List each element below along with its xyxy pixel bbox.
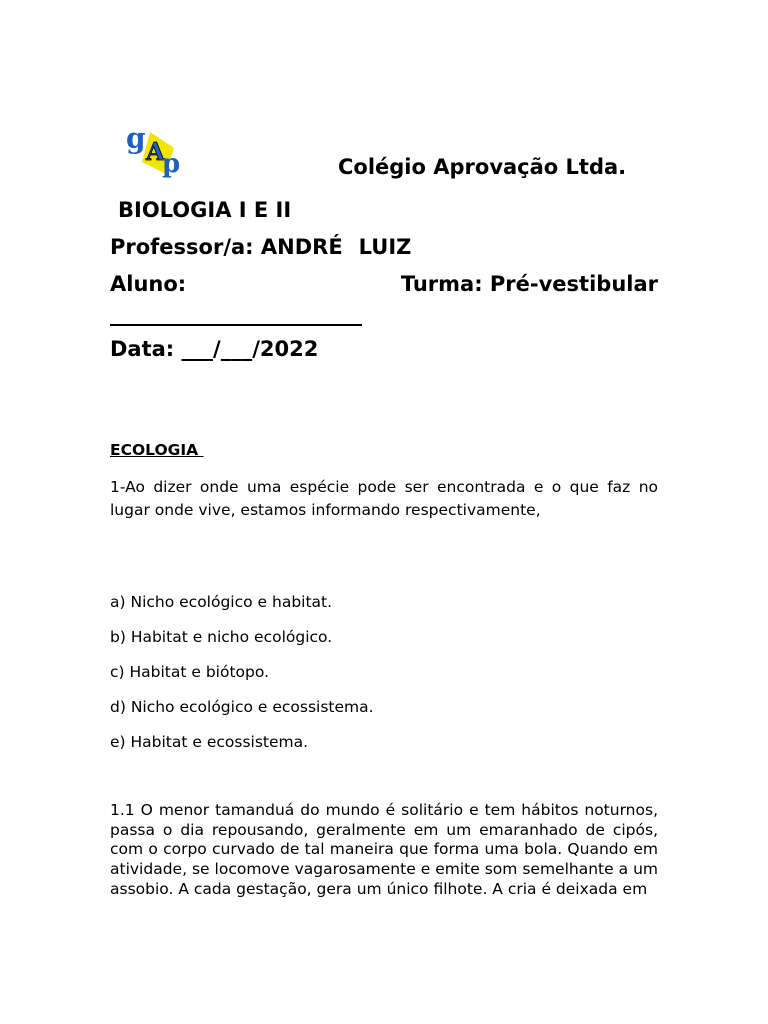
option-a: a) Nicho ecológico e habitat. — [110, 593, 333, 611]
teacher-label: Professor/a: ANDRÉ — [110, 235, 343, 259]
question-1-text: 1-Ao dizer onde uma espécie pode ser encontrada e o que faz no lugar onde vive, estamos informando respectivamente, — [110, 478, 658, 519]
date-line: Data: ___/___/2022 — [110, 337, 319, 361]
teacher-line — [110, 233, 411, 261]
student-line — [110, 269, 658, 329]
student-label: Aluno: ________________________ — [110, 272, 362, 326]
teacher-surname: LUIZ — [358, 235, 412, 259]
gap-logo-icon — [124, 122, 192, 186]
subject-title: BIOLOGIA I E II — [118, 198, 292, 222]
option-d: d) Nicho ecológico e ecossistema. — [110, 698, 374, 716]
class-label: Turma: Pré-vestibular — [400, 272, 658, 296]
question-1-1-text: 1.1 O menor tamanduá do mundo é solitário e tem hábitos noturnos, passa o dia repousando, geralmente em um emaranhado de cipós, com o corpo curvado de tal maneira que forma uma bola. Quando em atividade, se locomove vagarosamente e emite som semelhante a um assobio. A cada gestação, gera um único filhote. A cria é deixada em — [110, 801, 658, 898]
option-e: e) Habitat e ecossistema. — [110, 733, 309, 751]
option-b: b) Habitat e nicho ecológico. — [110, 628, 333, 646]
school-name: Colégio Aprovação Ltda. — [338, 155, 627, 179]
section-title: ECOLOGIA — [110, 441, 204, 459]
option-c: c) Habitat e biótopo. — [110, 663, 270, 681]
svg-text:g: g — [126, 122, 146, 155]
svg-text:p: p — [162, 149, 181, 179]
svg-text:A: A — [146, 137, 165, 166]
